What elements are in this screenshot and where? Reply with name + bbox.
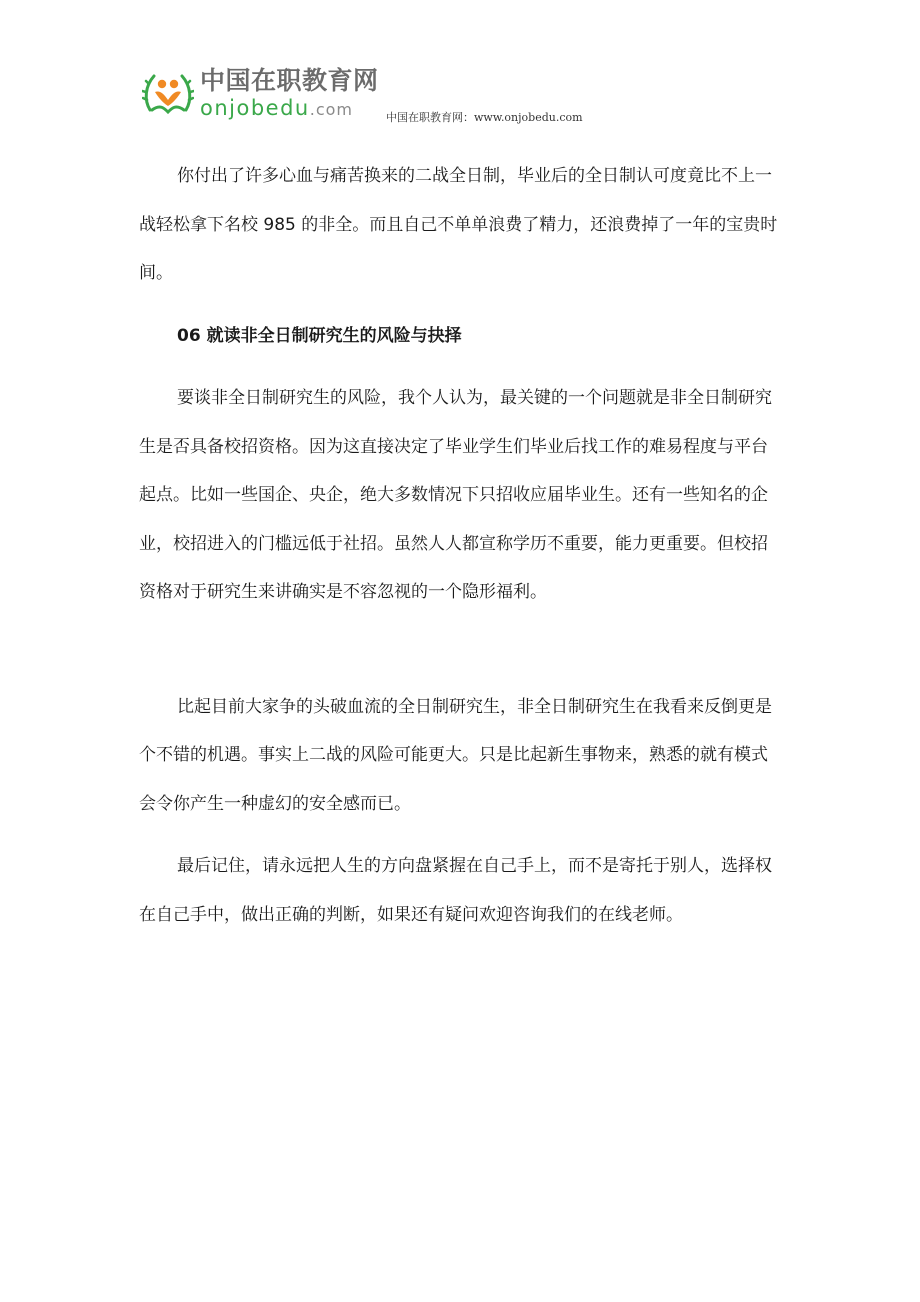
people-leaf-logo-icon: [142, 70, 194, 118]
paragraph-2: 要谈非全日制研究生的风险，我个人认为，最关键的一个问题就是非全日制研究生是否具备校招资格。因为这直接决定了毕业学生们毕业后找工作的难易程度与平台起点。比如一些国企、央企，绝大多数情况下只招收应届毕业生。还有一些知名的企业，校招进入的门槛远低于社招。虽然人人都宣称学历不重要，能力更重要。但校招资格对于研究生来讲确实是不容忽视的一个隐形福利。: [139, 388, 772, 602]
logo-english-main: onjobedu: [200, 96, 310, 120]
logo-chinese-name: 中国在职教育网: [200, 66, 379, 95]
paragraph-1: 你付出了许多心血与痛苦换来的二战全日制，毕业后的全日制认可度竟比不上一战轻松拿下名校 985 的非全。而且自己不单单浪费了精力，还浪费掉了一年的宝贵时间。: [139, 166, 778, 283]
site-url: 中国在职教育网：www.onjobedu.com: [386, 111, 583, 124]
section-heading: 06 就读非全日制研究生的风险与抉择: [177, 325, 462, 346]
logo-english-name: [200, 96, 353, 122]
paragraph-3: 比起目前大家争的头破血流的全日制研究生，非全日制研究生在我看来反倒更是个不错的机遇。事实上二战的风险可能更大。只是比起新生事物来，熟悉的就有模式会令你产生一种虚幻的安全感而已。: [139, 696, 772, 814]
logo-english-suffix: .com: [309, 100, 353, 119]
paragraph-4: 最后记住，请永远把人生的方向盘紧握在自己手上，而不是寄托于别人，选择权在自己手中，做出正确的判断，如果还有疑问欢迎咨询我们的在线老师。: [139, 856, 772, 925]
page-header: [0, 0, 920, 140]
article-body: [139, 152, 784, 939]
